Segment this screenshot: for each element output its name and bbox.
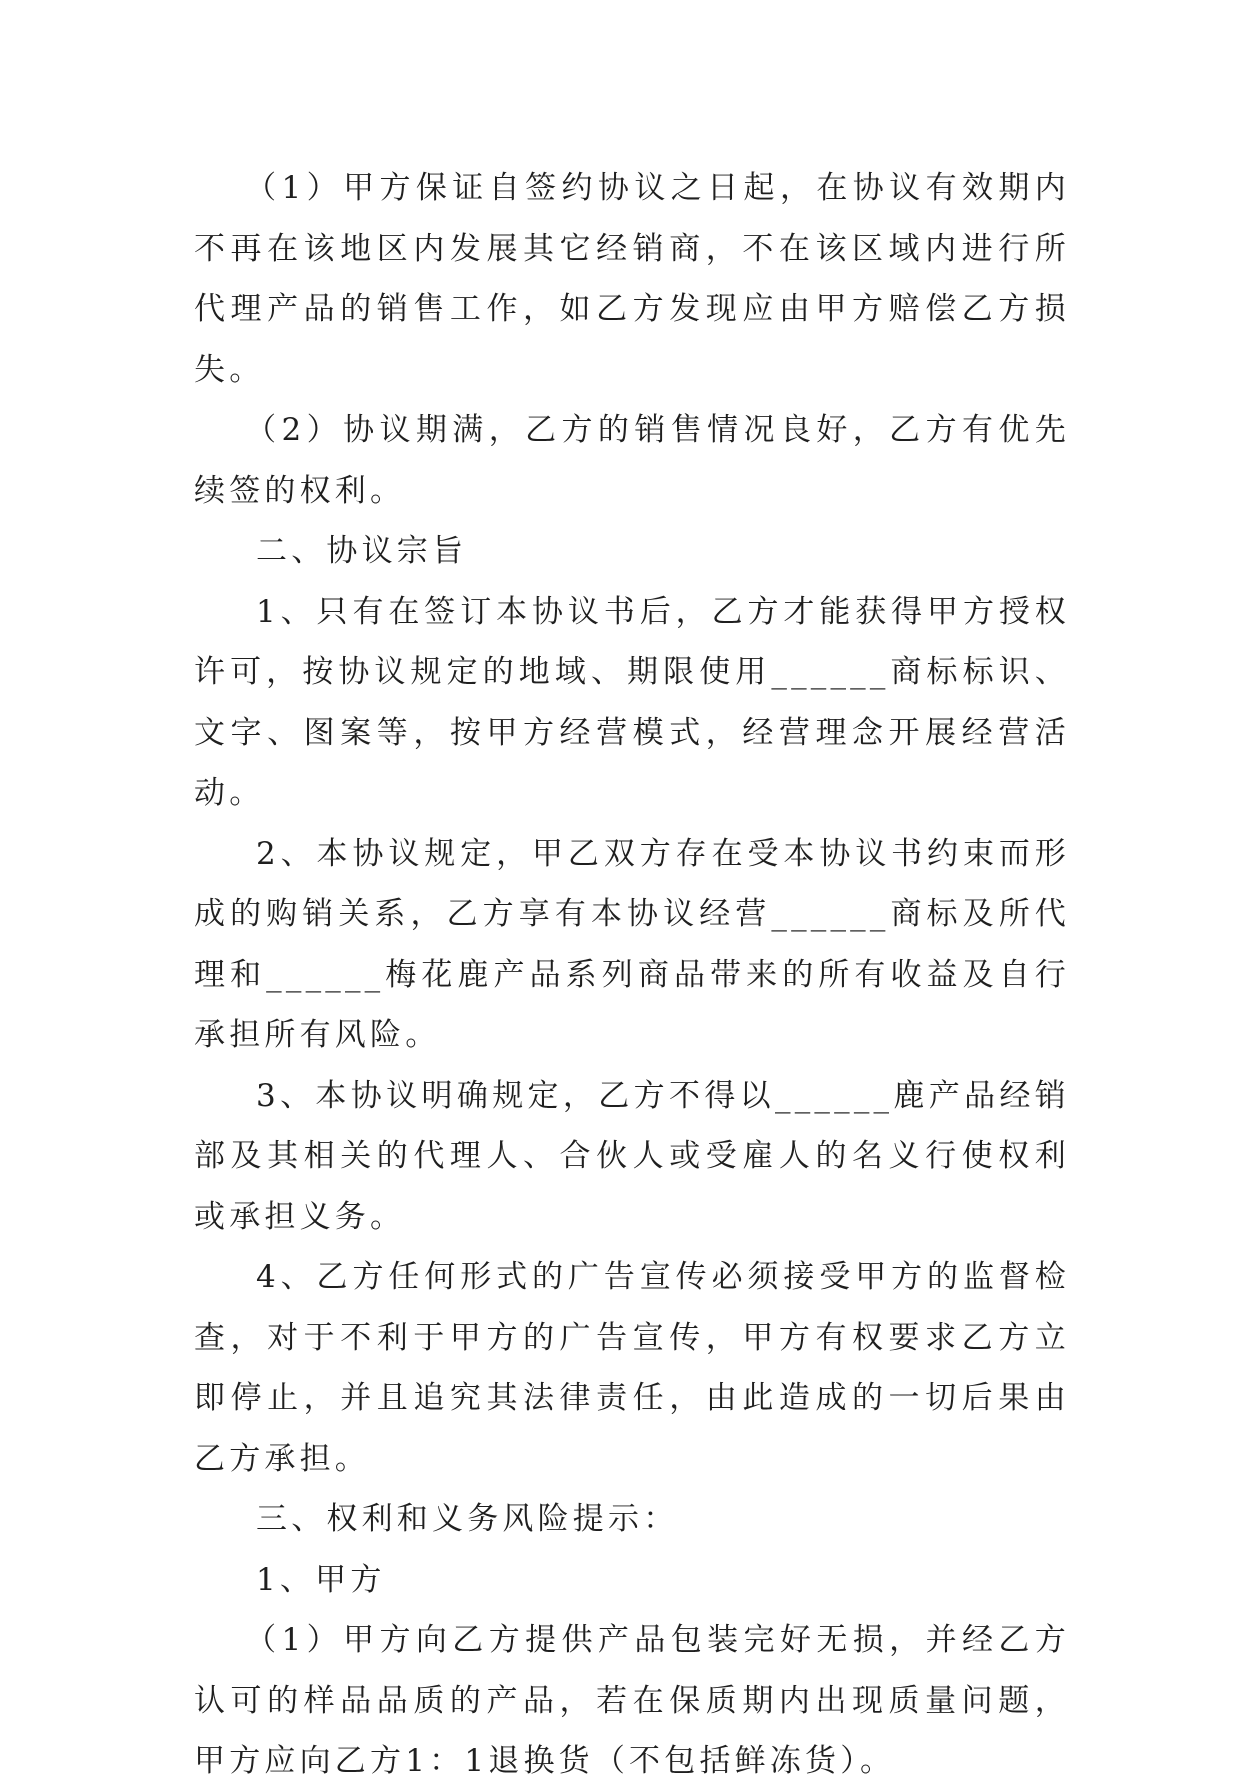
- clause-paragraph: 3、本协议明确规定，乙方不得以______鹿产品经销部及其相关的代理人、合伙人或受雇人的名义行使权利或承担义务。: [194, 1077, 1070, 1235]
- clause-paragraph: （1）甲方向乙方提供产品包装完好无损，并经乙方认可的样品品质的产品，若在保质期内出现质量问题，甲方应向乙方1：1退换货（不包括鲜冻货）。: [194, 1622, 1070, 1779]
- subsection-heading: 1、甲方: [256, 1561, 386, 1598]
- clause-paragraph: （1）甲方保证自签约协议之日起，在协议有效期内不再在该地区内发展其它经销商，不在该区域内进行所代理产品的销售工作，如乙方发现应由甲方赔偿乙方损失。: [194, 170, 1070, 388]
- section-heading: 二、协议宗旨: [256, 533, 468, 569]
- section-heading: 三、权利和义务风险提示：: [256, 1501, 679, 1537]
- clause-paragraph: 1、只有在签订本协议书后，乙方才能获得甲方授权许可，按协议规定的地域、期限使用______商标标识、文字、图案等，按甲方经营模式，经营理念开展经营活动。: [194, 593, 1070, 811]
- clause-paragraph: 2、本协议规定，甲乙双方存在受本协议书约束而形成的购销关系，乙方享有本协议经营______商标及所代理和______梅花鹿产品系列商品带来的所有收益及自行承担所有风险。: [194, 835, 1070, 1053]
- clause-paragraph: 4、乙方任何形式的广告宣传必须接受甲方的监督检查，对于不利于甲方的广告宣传，甲方有权要求乙方立即停止，并且追究其法律责任，由此造成的一切后果由乙方承担。: [194, 1259, 1070, 1477]
- document-body: [194, 158, 1070, 1792]
- clause-paragraph: （2）协议期满，乙方的销售情况良好，乙方有优先续签的权利。: [194, 412, 1070, 509]
